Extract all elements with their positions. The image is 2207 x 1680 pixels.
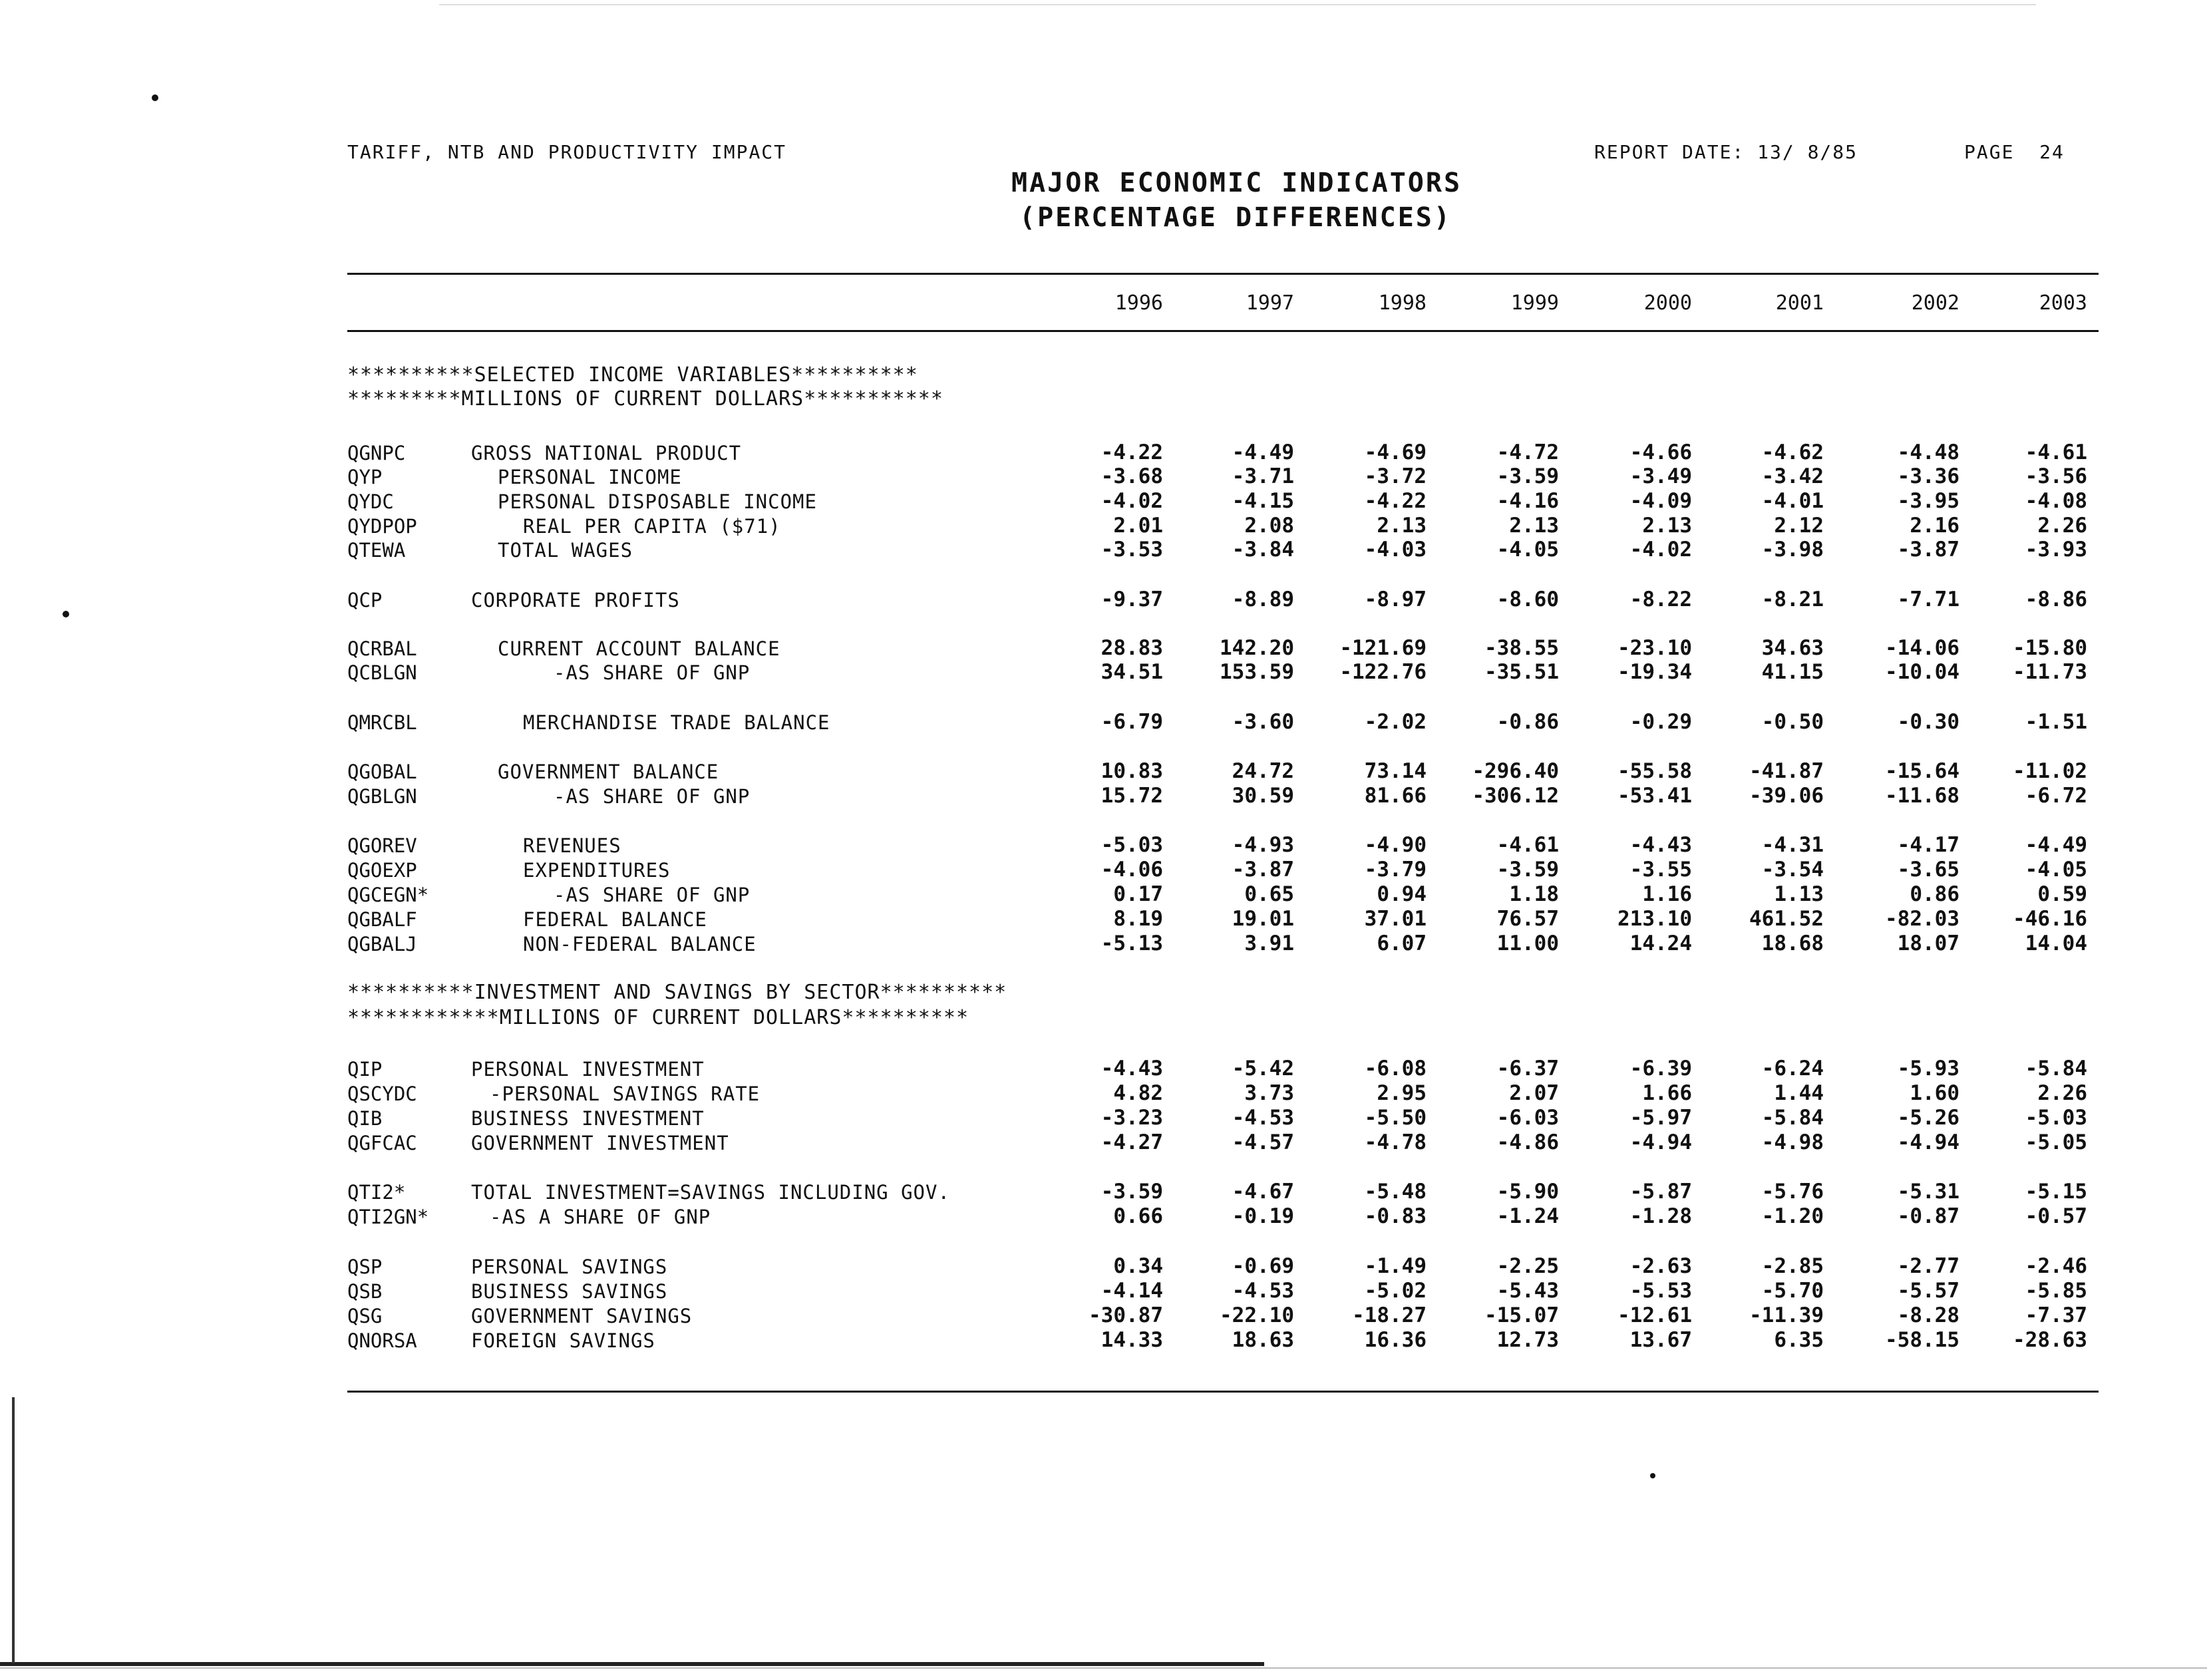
row-label: CORPORATE PROFITS (471, 589, 680, 611)
value-cell: 10.83 (1101, 759, 1163, 783)
value-cell: -5.50 (1364, 1106, 1427, 1130)
row-label: TOTAL WAGES (498, 539, 633, 562)
value-cell: -35.51 (1484, 660, 1559, 684)
value-cell: -3.79 (1364, 858, 1427, 882)
value-cell: 18.07 (1897, 931, 1959, 955)
value-cell: -6.24 (1761, 1057, 1824, 1081)
value-cell: -3.87 (1897, 538, 1959, 562)
value-cell: -5.26 (1897, 1106, 1959, 1130)
value-cell: 41.15 (1761, 660, 1824, 684)
value-cell: -3.60 (1232, 710, 1294, 734)
year-header: 2002 (1911, 291, 1959, 315)
value-cell: -5.05 (2025, 1130, 2087, 1154)
value-cell: 19.01 (1232, 907, 1294, 931)
value-cell: 4.82 (1113, 1081, 1163, 1105)
value-cell: -3.93 (2025, 538, 2087, 562)
value-cell: -4.43 (1101, 1057, 1163, 1081)
value-cell: 6.07 (1377, 931, 1427, 955)
row-label: PERSONAL INCOME (498, 466, 682, 488)
value-cell: 2.12 (1774, 514, 1824, 538)
value-cell: -0.83 (1364, 1204, 1427, 1228)
row-label: -PERSONAL SAVINGS RATE (490, 1083, 761, 1105)
value-cell: 0.94 (1377, 882, 1427, 906)
value-cell: -3.54 (1761, 858, 1824, 882)
value-cell: 0.86 (1910, 882, 1959, 906)
value-cell: -23.10 (1617, 636, 1692, 660)
value-cell: 37.01 (1364, 907, 1427, 931)
value-cell: -3.59 (1496, 858, 1559, 882)
value-cell: -3.59 (1496, 464, 1559, 488)
value-cell: -4.15 (1232, 489, 1294, 513)
scan-edge (0, 1662, 1264, 1666)
row-code: QSCYDC (347, 1083, 417, 1105)
value-cell: -30.87 (1089, 1303, 1163, 1327)
value-cell: -28.63 (2013, 1328, 2087, 1352)
value-cell: -4.22 (1101, 440, 1163, 464)
value-cell: -1.24 (1496, 1204, 1559, 1228)
value-cell: -8.28 (1897, 1303, 1959, 1327)
value-cell: -5.31 (1897, 1180, 1959, 1204)
value-cell: -4.49 (2025, 833, 2087, 857)
value-cell: -8.89 (1232, 588, 1294, 611)
row-code: QTI2* (347, 1181, 406, 1204)
value-cell: -5.03 (2025, 1106, 2087, 1130)
value-cell: 0.59 (2037, 882, 2087, 906)
value-cell: -53.41 (1617, 784, 1692, 808)
value-cell: -8.21 (1761, 588, 1824, 611)
row-label: FEDERAL BALANCE (523, 908, 707, 931)
row-code: QTEWA (347, 539, 406, 562)
value-cell: -4.43 (1629, 833, 1692, 857)
value-cell: -5.42 (1232, 1057, 1294, 1081)
value-cell: -7.71 (1897, 588, 1959, 611)
value-cell: -8.60 (1496, 588, 1559, 611)
year-header: 1999 (1510, 291, 1559, 315)
value-cell: 2.13 (1509, 514, 1559, 538)
value-cell: -4.03 (1364, 538, 1427, 562)
value-cell: -0.50 (1761, 710, 1824, 734)
value-cell: 34.51 (1101, 660, 1163, 684)
row-label: TOTAL INVESTMENT=SAVINGS INCLUDING GOV. (471, 1181, 950, 1204)
value-cell: -4.14 (1101, 1279, 1163, 1303)
value-cell: -15.64 (1885, 759, 1959, 783)
report-date: REPORT DATE: 13/ 8/85 (1594, 141, 1858, 163)
value-cell: -4.66 (1629, 440, 1692, 464)
value-cell: -0.30 (1897, 710, 1959, 734)
row-code: QSP (347, 1256, 383, 1278)
row-code: QCP (347, 589, 383, 611)
row-label: PERSONAL INVESTMENT (471, 1058, 705, 1081)
value-cell: 76.57 (1496, 907, 1559, 931)
row-code: QIB (347, 1107, 383, 1130)
value-cell: 1.18 (1509, 882, 1559, 906)
value-cell: -3.65 (1897, 858, 1959, 882)
value-cell: -4.57 (1232, 1130, 1294, 1154)
value-cell: 2.13 (1377, 514, 1427, 538)
value-cell: -1.28 (1629, 1204, 1692, 1228)
value-cell: -2.46 (2025, 1254, 2087, 1278)
value-cell: -4.05 (1496, 538, 1559, 562)
value-cell: -7.37 (2025, 1303, 2087, 1327)
value-cell: -0.87 (1897, 1204, 1959, 1228)
value-cell: -5.87 (1629, 1180, 1692, 1204)
value-cell: -3.56 (2025, 464, 2087, 488)
value-cell: -6.03 (1496, 1106, 1559, 1130)
value-cell: -4.78 (1364, 1130, 1427, 1154)
value-cell: -4.86 (1496, 1130, 1559, 1154)
row-label: MERCHANDISE TRADE BALANCE (523, 711, 830, 734)
value-cell: 2.01 (1113, 514, 1163, 538)
row-code: QGOBAL (347, 760, 417, 783)
value-cell: -5.15 (2025, 1180, 2087, 1204)
scan-edge (439, 4, 2036, 5)
value-cell: 1.16 (1642, 882, 1692, 906)
value-cell: -0.57 (2025, 1204, 2087, 1228)
value-cell: 8.19 (1113, 907, 1163, 931)
value-cell: -41.87 (1749, 759, 1824, 783)
value-cell: -11.39 (1749, 1303, 1824, 1327)
value-cell: -6.39 (1629, 1057, 1692, 1081)
value-cell: -3.72 (1364, 464, 1427, 488)
value-cell: -0.86 (1496, 710, 1559, 734)
section-investment-title: **********INVESTMENT AND SAVINGS BY SECTOR********** (347, 981, 1007, 1004)
value-cell: -4.48 (1897, 440, 1959, 464)
value-cell: -5.53 (1629, 1279, 1692, 1303)
value-cell: -11.02 (2013, 759, 2087, 783)
value-cell: -14.06 (1885, 636, 1959, 660)
value-cell: 81.66 (1364, 784, 1427, 808)
value-cell: -8.22 (1629, 588, 1692, 611)
row-label: -AS SHARE OF GNP (554, 884, 751, 906)
value-cell: 2.08 (1244, 514, 1294, 538)
row-label: EXPENDITURES (523, 859, 671, 882)
row-label: PERSONAL DISPOSABLE INCOME (498, 490, 817, 513)
value-cell: 30.59 (1232, 784, 1294, 808)
value-cell: -5.84 (2025, 1057, 2087, 1081)
value-cell: 2.26 (2037, 1081, 2087, 1105)
value-cell: -296.40 (1472, 759, 1559, 783)
value-cell: 11.00 (1496, 931, 1559, 955)
row-code: QCRBAL (347, 637, 417, 660)
value-cell: -22.10 (1220, 1303, 1294, 1327)
value-cell: -18.27 (1352, 1303, 1427, 1327)
value-cell: 2.07 (1509, 1081, 1559, 1105)
row-code: QGOEXP (347, 859, 417, 882)
row-code: QNORSA (347, 1329, 417, 1352)
value-cell: -6.37 (1496, 1057, 1559, 1081)
scan-speck (63, 611, 69, 617)
value-cell: -4.98 (1761, 1130, 1824, 1154)
value-cell: -4.05 (2025, 858, 2087, 882)
year-header: 1998 (1378, 291, 1427, 315)
value-cell: -4.09 (1629, 489, 1692, 513)
value-cell: 16.36 (1364, 1328, 1427, 1352)
value-cell: -3.49 (1629, 464, 1692, 488)
value-cell: -5.03 (1101, 833, 1163, 857)
value-cell: -4.62 (1761, 440, 1824, 464)
value-cell: -0.29 (1629, 710, 1692, 734)
value-cell: -2.02 (1364, 710, 1427, 734)
value-cell: -4.02 (1101, 489, 1163, 513)
value-cell: 461.52 (1749, 907, 1824, 931)
row-code: QGNPC (347, 442, 406, 464)
year-header: 1997 (1246, 291, 1294, 315)
value-cell: -4.94 (1629, 1130, 1692, 1154)
value-cell: -4.31 (1761, 833, 1824, 857)
value-cell: 142.20 (1220, 636, 1294, 660)
row-label: REAL PER CAPITA ($71) (523, 515, 781, 538)
year-header: 2000 (1643, 291, 1692, 315)
value-cell: -4.72 (1496, 440, 1559, 464)
scan-speck (1650, 1473, 1655, 1478)
value-cell: 14.33 (1101, 1328, 1163, 1352)
value-cell: -5.76 (1761, 1180, 1824, 1204)
value-cell: -4.06 (1101, 858, 1163, 882)
value-cell: -4.22 (1364, 489, 1427, 513)
row-label: GOVERNMENT INVESTMENT (471, 1132, 729, 1154)
row-code: QYDC (347, 490, 394, 513)
value-cell: -3.68 (1101, 464, 1163, 488)
row-label: GOVERNMENT BALANCE (498, 760, 719, 783)
value-cell: -4.27 (1101, 1130, 1163, 1154)
value-cell: 3.91 (1244, 931, 1294, 955)
value-cell: -6.72 (2025, 784, 2087, 808)
value-cell: -5.13 (1101, 931, 1163, 955)
value-cell: 12.73 (1496, 1328, 1559, 1352)
scan-speck (152, 94, 158, 101)
value-cell: 14.04 (2025, 931, 2087, 955)
value-cell: -55.58 (1617, 759, 1692, 783)
value-cell: -4.67 (1232, 1180, 1294, 1204)
value-cell: -4.53 (1232, 1279, 1294, 1303)
value-cell: 14.24 (1629, 931, 1692, 955)
value-cell: -3.23 (1101, 1106, 1163, 1130)
value-cell: -4.02 (1629, 538, 1692, 562)
report-heading: TARIFF, NTB AND PRODUCTIVITY IMPACT (347, 141, 787, 163)
value-cell: -122.76 (1339, 660, 1427, 684)
row-code: QGCEGN* (347, 884, 429, 906)
value-cell: -121.69 (1339, 636, 1427, 660)
value-cell: 1.66 (1642, 1081, 1692, 1105)
value-cell: -1.49 (1364, 1254, 1427, 1278)
value-cell: 2.26 (2037, 514, 2087, 538)
value-cell: 153.59 (1220, 660, 1294, 684)
value-cell: 28.83 (1101, 636, 1163, 660)
value-cell: -11.73 (2013, 660, 2087, 684)
value-cell: -3.42 (1761, 464, 1824, 488)
scan-edge (12, 1397, 15, 1663)
value-cell: -4.16 (1496, 489, 1559, 513)
row-code: QGFCAC (347, 1132, 417, 1154)
value-cell: 15.72 (1101, 784, 1163, 808)
row-label: PERSONAL SAVINGS (471, 1256, 668, 1278)
row-code: QGBALF (347, 908, 417, 931)
value-cell: 1.60 (1910, 1081, 1959, 1105)
row-label: FOREIGN SAVINGS (471, 1329, 655, 1352)
scan-edge (0, 1667, 2207, 1669)
row-code: QYDPOP (347, 515, 417, 538)
row-code: QSB (347, 1280, 383, 1303)
year-header: 1996 (1114, 291, 1163, 315)
value-cell: -39.06 (1749, 784, 1824, 808)
value-cell: -4.53 (1232, 1106, 1294, 1130)
value-cell: -4.94 (1897, 1130, 1959, 1154)
value-cell: -5.57 (1897, 1279, 1959, 1303)
value-cell: -8.86 (2025, 588, 2087, 611)
row-label: BUSINESS INVESTMENT (471, 1107, 705, 1130)
value-cell: -5.85 (2025, 1279, 2087, 1303)
row-label: GROSS NATIONAL PRODUCT (471, 442, 742, 464)
value-cell: -8.97 (1364, 588, 1427, 611)
value-cell: -4.93 (1232, 833, 1294, 857)
value-cell: -3.95 (1897, 489, 1959, 513)
value-cell: -4.90 (1364, 833, 1427, 857)
value-cell: -0.69 (1232, 1254, 1294, 1278)
row-code: QCBLGN (347, 661, 417, 684)
section-investment-subtitle: ************MILLIONS OF CURRENT DOLLARS********** (347, 1006, 969, 1029)
value-cell: -4.17 (1897, 833, 1959, 857)
value-cell: -19.34 (1617, 660, 1692, 684)
value-cell: -2.25 (1496, 1254, 1559, 1278)
value-cell: -4.49 (1232, 440, 1294, 464)
row-label: GOVERNMENT SAVINGS (471, 1305, 693, 1327)
bottom-rule (347, 1391, 2099, 1393)
value-cell: 2.95 (1377, 1081, 1427, 1105)
row-label: REVENUES (523, 834, 621, 857)
row-code: QIP (347, 1058, 383, 1081)
value-cell: -3.87 (1232, 858, 1294, 882)
value-cell: 2.16 (1910, 514, 1959, 538)
value-cell: 0.65 (1244, 882, 1294, 906)
value-cell: 213.10 (1617, 907, 1692, 931)
row-code: QYP (347, 466, 383, 488)
value-cell: -4.61 (1496, 833, 1559, 857)
section-income-subtitle: *********MILLIONS OF CURRENT DOLLARS*********** (347, 387, 943, 411)
value-cell: -5.97 (1629, 1106, 1692, 1130)
value-cell: -5.93 (1897, 1057, 1959, 1081)
year-header: 2003 (2039, 291, 2087, 315)
value-cell: 18.68 (1761, 931, 1824, 955)
value-cell: -12.61 (1617, 1303, 1692, 1327)
value-cell: -3.98 (1761, 538, 1824, 562)
year-header: 2001 (1775, 291, 1824, 315)
value-cell: 13.67 (1629, 1328, 1692, 1352)
value-cell: -4.61 (2025, 440, 2087, 464)
value-cell: -4.69 (1364, 440, 1427, 464)
value-cell: 1.44 (1774, 1081, 1824, 1105)
row-label: NON-FEDERAL BALANCE (523, 933, 757, 955)
row-code: QGBLGN (347, 785, 417, 808)
value-cell: -0.19 (1232, 1204, 1294, 1228)
value-cell: -5.02 (1364, 1279, 1427, 1303)
value-cell: 2.13 (1642, 514, 1692, 538)
row-code: QGBALJ (347, 933, 417, 955)
value-cell: 18.63 (1232, 1328, 1294, 1352)
row-label: -AS SHARE OF GNP (554, 785, 751, 808)
value-cell: -3.84 (1232, 538, 1294, 562)
value-cell: -3.71 (1232, 464, 1294, 488)
value-cell: -82.03 (1885, 907, 1959, 931)
value-cell: -5.70 (1761, 1279, 1824, 1303)
header-rule (347, 330, 2099, 332)
row-code: QTI2GN* (347, 1206, 429, 1228)
value-cell: -2.85 (1761, 1254, 1824, 1278)
value-cell: -58.15 (1885, 1328, 1959, 1352)
value-cell: -6.79 (1101, 710, 1163, 734)
row-label: -AS A SHARE OF GNP (490, 1206, 711, 1228)
value-cell: -5.48 (1364, 1180, 1427, 1204)
value-cell: -1.51 (2025, 710, 2087, 734)
value-cell: -3.55 (1629, 858, 1692, 882)
value-cell: -5.84 (1761, 1106, 1824, 1130)
value-cell: 3.73 (1244, 1081, 1294, 1105)
value-cell: 6.35 (1774, 1328, 1824, 1352)
value-cell: -1.20 (1761, 1204, 1824, 1228)
section-income-title: **********SELECTED INCOME VARIABLES********** (347, 363, 918, 387)
row-label: CURRENT ACCOUNT BALANCE (498, 637, 780, 660)
row-code: QGOREV (347, 834, 417, 857)
value-cell: -5.90 (1496, 1180, 1559, 1204)
row-label: -AS SHARE OF GNP (554, 661, 751, 684)
value-cell: -306.12 (1472, 784, 1559, 808)
row-label: BUSINESS SAVINGS (471, 1280, 668, 1303)
value-cell: -3.59 (1101, 1180, 1163, 1204)
value-cell: -3.36 (1897, 464, 1959, 488)
value-cell: -2.77 (1897, 1254, 1959, 1278)
top-rule (347, 273, 2099, 275)
value-cell: -6.08 (1364, 1057, 1427, 1081)
value-cell: -15.80 (2013, 636, 2087, 660)
value-cell: 24.72 (1232, 759, 1294, 783)
row-code: QMRCBL (347, 711, 417, 734)
value-cell: 0.17 (1113, 882, 1163, 906)
value-cell: -3.53 (1101, 538, 1163, 562)
page-number: PAGE 24 (1964, 141, 2065, 163)
value-cell: -10.04 (1885, 660, 1959, 684)
page-subtitle: (PERCENTAGE DIFFERENCES) (1019, 202, 1452, 233)
value-cell: -4.01 (1761, 489, 1824, 513)
value-cell: -38.55 (1484, 636, 1559, 660)
value-cell: 34.63 (1761, 636, 1824, 660)
value-cell: -46.16 (2013, 907, 2087, 931)
value-cell: 0.66 (1113, 1204, 1163, 1228)
value-cell: 0.34 (1113, 1254, 1163, 1278)
value-cell: -15.07 (1484, 1303, 1559, 1327)
page-title: MAJOR ECONOMIC INDICATORS (1011, 168, 1462, 198)
value-cell: -11.68 (1885, 784, 1959, 808)
value-cell: 1.13 (1774, 882, 1824, 906)
value-cell: -5.43 (1496, 1279, 1559, 1303)
value-cell: 73.14 (1364, 759, 1427, 783)
value-cell: -9.37 (1101, 588, 1163, 611)
value-cell: -4.08 (2025, 489, 2087, 513)
row-code: QSG (347, 1305, 383, 1327)
value-cell: -2.63 (1629, 1254, 1692, 1278)
